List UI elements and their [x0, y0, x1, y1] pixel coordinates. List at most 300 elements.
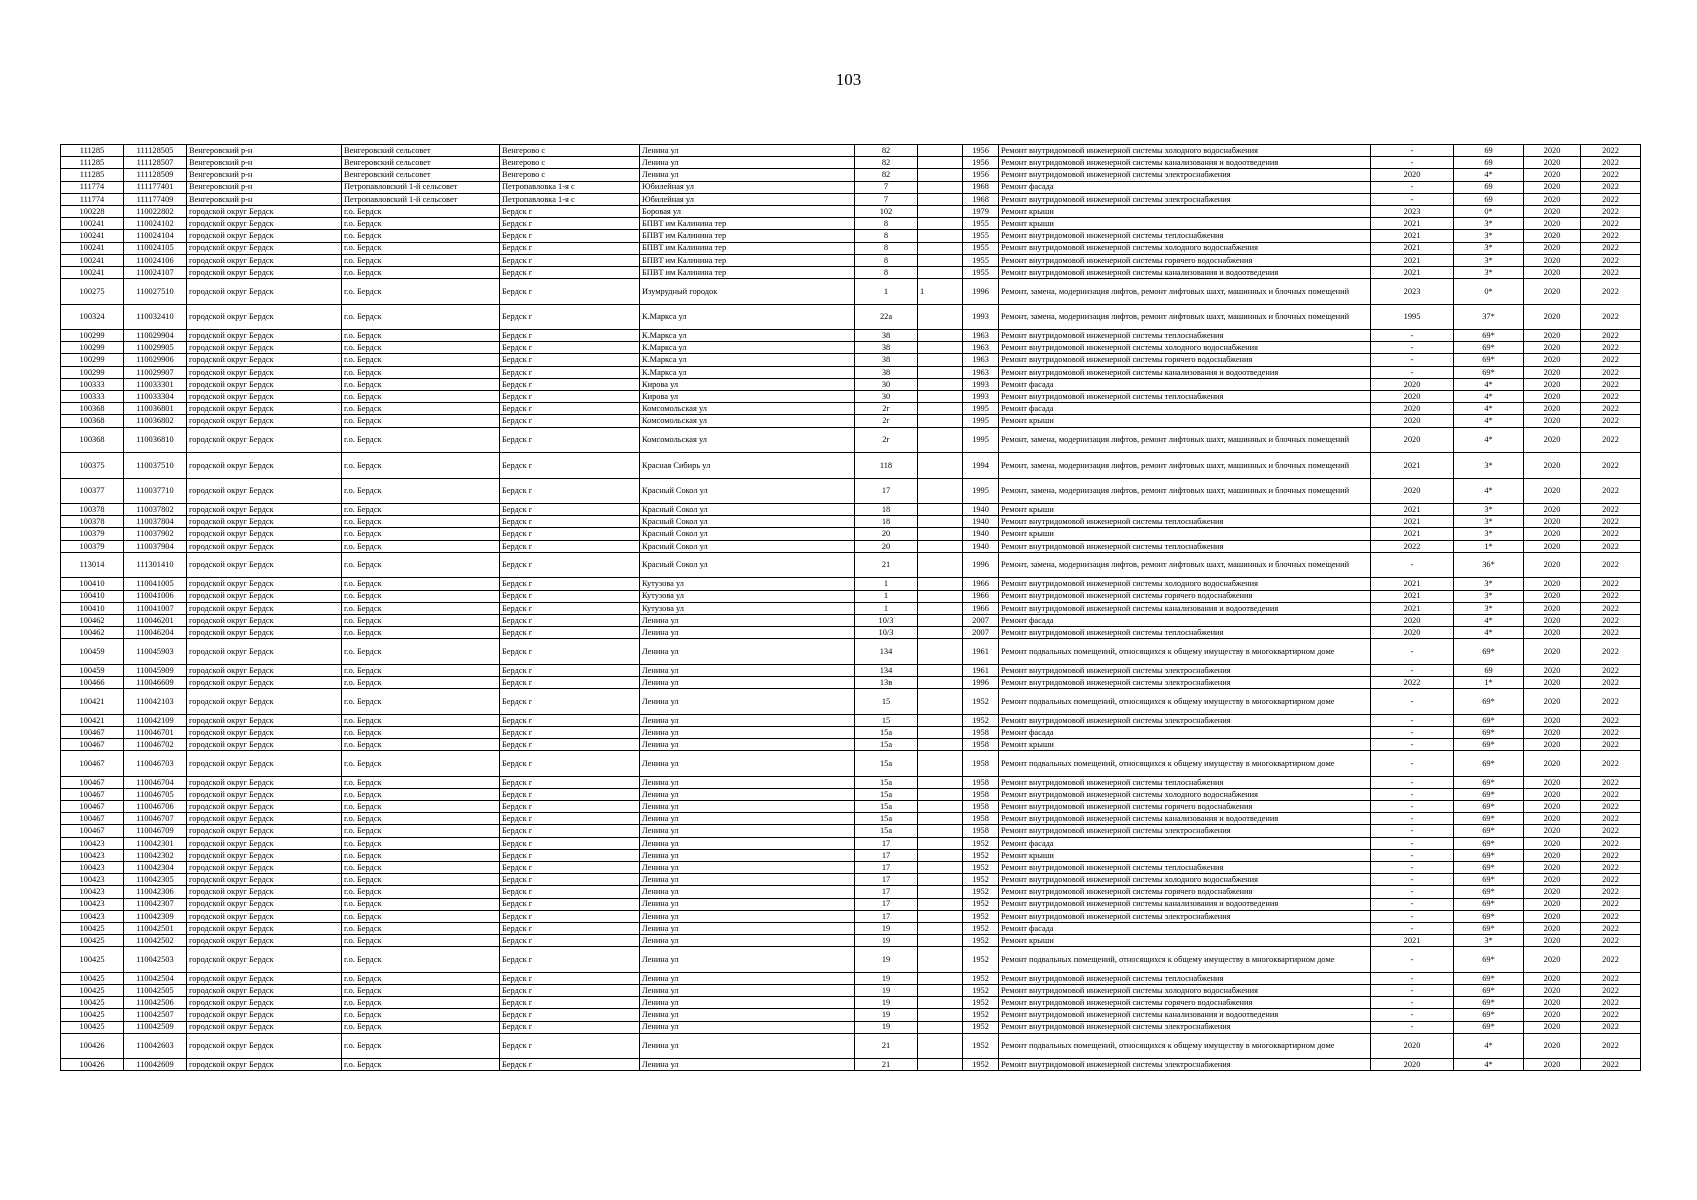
- plan-year-cell: 2021: [1371, 218, 1454, 230]
- house-id-cell: 100241: [61, 266, 124, 278]
- locality-cell: Бердск г: [500, 922, 640, 934]
- house-id-cell: 100241: [61, 242, 124, 254]
- locality-cell: Бердск г: [500, 1059, 640, 1071]
- term-cell: 69*: [1454, 366, 1524, 378]
- work-type-cell: Ремонт подвальных помещений, относящихся к общему имуществу в многоквартирном доме: [999, 689, 1371, 715]
- table-row: [61, 602, 1641, 614]
- plan-year-cell: 2021: [1371, 590, 1454, 602]
- municipality-cell: г.о. Бердск: [342, 947, 500, 973]
- term-cell: 36*: [1454, 552, 1524, 578]
- street-cell: Красный Сокол ул: [640, 540, 855, 552]
- house-number-cell: 38: [855, 342, 918, 354]
- district-cell: городской округ Бердск: [187, 552, 342, 578]
- work-code-cell: 110037902: [124, 528, 187, 540]
- house-number-cell: 18: [855, 504, 918, 516]
- house-id-cell: 100426: [61, 1059, 124, 1071]
- end-year-cell: 2022: [1581, 218, 1641, 230]
- work-type-cell: Ремонт крыши: [999, 528, 1371, 540]
- street-cell: Ленина ул: [640, 997, 855, 1009]
- street-cell: Красный Сокол ул: [640, 516, 855, 528]
- end-year-cell: 2022: [1581, 453, 1641, 479]
- house-id-cell: 100377: [61, 478, 124, 504]
- plan-year-cell: -: [1371, 366, 1454, 378]
- work-type-cell: Ремонт крыши: [999, 935, 1371, 947]
- work-code-cell: 110024107: [124, 266, 187, 278]
- district-cell: городской округ Бердск: [187, 689, 342, 715]
- plan-year-cell: 2020: [1371, 1033, 1454, 1059]
- plan-year-cell: 1995: [1371, 304, 1454, 330]
- plan-year-cell: -: [1371, 776, 1454, 788]
- build-year-cell: 2007: [963, 614, 999, 626]
- district-cell: городской округ Бердск: [187, 528, 342, 540]
- house-id-cell: 100467: [61, 801, 124, 813]
- house-id-cell: 100333: [61, 378, 124, 390]
- street-cell: Красная Сибирь ул: [640, 453, 855, 479]
- municipality-cell: г.о. Бердск: [342, 639, 500, 665]
- term-cell: 3*: [1454, 602, 1524, 614]
- house-id-cell: 100423: [61, 898, 124, 910]
- locality-cell: Бердск г: [500, 478, 640, 504]
- term-cell: 4*: [1454, 403, 1524, 415]
- district-cell: городской округ Бердск: [187, 614, 342, 626]
- house-number-cell: 15: [855, 714, 918, 726]
- work-code-cell: 110046701: [124, 726, 187, 738]
- work-type-cell: Ремонт внутридомовой инженерной системы горячего водоснабжения: [999, 254, 1371, 266]
- table-row: [61, 1033, 1641, 1059]
- term-cell: 69*: [1454, 639, 1524, 665]
- house-id-cell: 111774: [61, 193, 124, 205]
- street-cell: БПВТ им Калинина тер: [640, 242, 855, 254]
- street-cell: Красный Сокол ул: [640, 478, 855, 504]
- street-cell: Кирова ул: [640, 378, 855, 390]
- district-cell: городской округ Бердск: [187, 415, 342, 427]
- building-cell: [918, 898, 963, 910]
- building-cell: [918, 528, 963, 540]
- end-year-cell: 2022: [1581, 862, 1641, 874]
- work-type-cell: Ремонт, замена, модернизация лифтов, ремонт лифтовых шахт, машинных и блочных помещений: [999, 304, 1371, 330]
- building-cell: [918, 504, 963, 516]
- term-cell: 69*: [1454, 751, 1524, 777]
- build-year-cell: 1940: [963, 540, 999, 552]
- term-cell: 69*: [1454, 910, 1524, 922]
- start-year-cell: 2020: [1524, 1033, 1581, 1059]
- start-year-cell: 2020: [1524, 205, 1581, 217]
- work-type-cell: Ремонт крыши: [999, 504, 1371, 516]
- district-cell: городской округ Бердск: [187, 837, 342, 849]
- house-id-cell: 100241: [61, 218, 124, 230]
- work-type-cell: Ремонт подвальных помещений, относящихся к общему имуществу в многоквартирном доме: [999, 947, 1371, 973]
- build-year-cell: 1952: [963, 898, 999, 910]
- house-id-cell: 100275: [61, 279, 124, 305]
- locality-cell: Бердск г: [500, 528, 640, 540]
- house-id-cell: 100228: [61, 205, 124, 217]
- build-year-cell: 1995: [963, 478, 999, 504]
- term-cell: 69: [1454, 181, 1524, 193]
- term-cell: 69*: [1454, 972, 1524, 984]
- term-cell: 0*: [1454, 205, 1524, 217]
- work-type-cell: Ремонт, замена, модернизация лифтов, ремонт лифтовых шахт, машинных и блочных помещений: [999, 453, 1371, 479]
- district-cell: Венгеровский р-н: [187, 181, 342, 193]
- build-year-cell: 1952: [963, 837, 999, 849]
- municipality-cell: г.о. Бердск: [342, 391, 500, 403]
- build-year-cell: 1958: [963, 813, 999, 825]
- table-row: [61, 935, 1641, 947]
- plan-year-cell: 2021: [1371, 578, 1454, 590]
- building-cell: [918, 427, 963, 453]
- work-code-cell: 110046707: [124, 813, 187, 825]
- end-year-cell: 2022: [1581, 639, 1641, 665]
- build-year-cell: 1966: [963, 578, 999, 590]
- street-cell: К.Маркса ул: [640, 366, 855, 378]
- build-year-cell: 1966: [963, 590, 999, 602]
- work-code-cell: 110042504: [124, 972, 187, 984]
- district-cell: Венгеровский р-н: [187, 157, 342, 169]
- house-number-cell: 21: [855, 1059, 918, 1071]
- municipality-cell: г.о. Бердск: [342, 862, 500, 874]
- end-year-cell: 2022: [1581, 266, 1641, 278]
- house-id-cell: 100467: [61, 788, 124, 800]
- locality-cell: Бердск г: [500, 453, 640, 479]
- start-year-cell: 2020: [1524, 602, 1581, 614]
- house-number-cell: 10/3: [855, 627, 918, 639]
- work-code-cell: 110022802: [124, 205, 187, 217]
- start-year-cell: 2020: [1524, 985, 1581, 997]
- table-row: [61, 403, 1641, 415]
- house-id-cell: 100379: [61, 528, 124, 540]
- build-year-cell: 1966: [963, 602, 999, 614]
- street-cell: Комсомольская ул: [640, 403, 855, 415]
- build-year-cell: 1961: [963, 664, 999, 676]
- work-type-cell: Ремонт, замена, модернизация лифтов, ремонт лифтовых шахт, машинных и блочных помещений: [999, 552, 1371, 578]
- house-number-cell: 8: [855, 242, 918, 254]
- end-year-cell: 2022: [1581, 837, 1641, 849]
- table-row: [61, 578, 1641, 590]
- house-id-cell: 100410: [61, 578, 124, 590]
- locality-cell: Венгерово с: [500, 145, 640, 157]
- term-cell: 69*: [1454, 874, 1524, 886]
- district-cell: Венгеровский р-н: [187, 169, 342, 181]
- building-cell: [918, 788, 963, 800]
- build-year-cell: 1995: [963, 415, 999, 427]
- table-row: [61, 676, 1641, 688]
- locality-cell: Бердск г: [500, 813, 640, 825]
- municipality-cell: г.о. Бердск: [342, 330, 500, 342]
- build-year-cell: 1952: [963, 886, 999, 898]
- district-cell: городской округ Бердск: [187, 578, 342, 590]
- build-year-cell: 1963: [963, 342, 999, 354]
- building-cell: 1: [918, 279, 963, 305]
- end-year-cell: 2022: [1581, 739, 1641, 751]
- table-row: [61, 218, 1641, 230]
- work-type-cell: Ремонт подвальных помещений, относящихся к общему имуществу в многоквартирном доме: [999, 1033, 1371, 1059]
- end-year-cell: 2022: [1581, 504, 1641, 516]
- building-cell: [918, 689, 963, 715]
- plan-year-cell: -: [1371, 801, 1454, 813]
- house-id-cell: 100467: [61, 813, 124, 825]
- end-year-cell: 2022: [1581, 676, 1641, 688]
- municipality-cell: г.о. Бердск: [342, 614, 500, 626]
- work-code-cell: 110042305: [124, 874, 187, 886]
- work-code-cell: 110042503: [124, 947, 187, 973]
- municipality-cell: г.о. Бердск: [342, 342, 500, 354]
- building-cell: [918, 516, 963, 528]
- district-cell: городской округ Бердск: [187, 478, 342, 504]
- municipality-cell: г.о. Бердск: [342, 1009, 500, 1021]
- build-year-cell: 1952: [963, 972, 999, 984]
- house-number-cell: 8: [855, 254, 918, 266]
- plan-year-cell: -: [1371, 910, 1454, 922]
- house-id-cell: 100299: [61, 330, 124, 342]
- plan-year-cell: 2020: [1371, 391, 1454, 403]
- district-cell: городской округ Бердск: [187, 254, 342, 266]
- work-code-cell: 111128509: [124, 169, 187, 181]
- plan-year-cell: 2020: [1371, 415, 1454, 427]
- work-code-cell: 110042506: [124, 997, 187, 1009]
- build-year-cell: 1940: [963, 516, 999, 528]
- plan-year-cell: 2021: [1371, 516, 1454, 528]
- table-row: [61, 910, 1641, 922]
- plan-year-cell: -: [1371, 788, 1454, 800]
- house-id-cell: 100241: [61, 254, 124, 266]
- end-year-cell: 2022: [1581, 825, 1641, 837]
- building-cell: [918, 1021, 963, 1033]
- start-year-cell: 2020: [1524, 169, 1581, 181]
- term-cell: 4*: [1454, 169, 1524, 181]
- start-year-cell: 2020: [1524, 504, 1581, 516]
- municipality-cell: г.о. Бердск: [342, 415, 500, 427]
- table-row: [61, 739, 1641, 751]
- locality-cell: Бердск г: [500, 972, 640, 984]
- start-year-cell: 2020: [1524, 478, 1581, 504]
- house-id-cell: 100378: [61, 516, 124, 528]
- district-cell: городской округ Бердск: [187, 1009, 342, 1021]
- term-cell: 69*: [1454, 330, 1524, 342]
- building-cell: [918, 540, 963, 552]
- start-year-cell: 2020: [1524, 391, 1581, 403]
- street-cell: Ленина ул: [640, 922, 855, 934]
- district-cell: городской округ Бердск: [187, 366, 342, 378]
- work-type-cell: Ремонт внутридомовой инженерной системы канализования и водоотведения: [999, 1009, 1371, 1021]
- building-cell: [918, 230, 963, 242]
- municipality-cell: г.о. Бердск: [342, 849, 500, 861]
- term-cell: 3*: [1454, 935, 1524, 947]
- street-cell: Ленина ул: [640, 627, 855, 639]
- house-id-cell: 100423: [61, 886, 124, 898]
- end-year-cell: 2022: [1581, 1021, 1641, 1033]
- start-year-cell: 2020: [1524, 342, 1581, 354]
- district-cell: городской округ Бердск: [187, 1059, 342, 1071]
- page-number: 103: [835, 70, 862, 89]
- plan-year-cell: 2022: [1371, 540, 1454, 552]
- municipality-cell: г.о. Бердск: [342, 726, 500, 738]
- work-type-cell: Ремонт фасада: [999, 403, 1371, 415]
- end-year-cell: 2022: [1581, 886, 1641, 898]
- end-year-cell: 2022: [1581, 985, 1641, 997]
- house-number-cell: 8: [855, 266, 918, 278]
- plan-year-cell: 2023: [1371, 205, 1454, 217]
- building-cell: [918, 676, 963, 688]
- plan-year-cell: -: [1371, 1021, 1454, 1033]
- table-row: [61, 157, 1641, 169]
- municipality-cell: г.о. Бердск: [342, 886, 500, 898]
- end-year-cell: 2022: [1581, 972, 1641, 984]
- municipality-cell: г.о. Бердск: [342, 279, 500, 305]
- municipality-cell: г.о. Бердск: [342, 1059, 500, 1071]
- work-code-cell: 110046704: [124, 776, 187, 788]
- work-code-cell: 110046705: [124, 788, 187, 800]
- municipality-cell: г.о. Бердск: [342, 378, 500, 390]
- work-code-cell: 110036802: [124, 415, 187, 427]
- building-cell: [918, 453, 963, 479]
- table-row: [61, 366, 1641, 378]
- table-row: [61, 230, 1641, 242]
- house-id-cell: 100425: [61, 922, 124, 934]
- building-cell: [918, 922, 963, 934]
- district-cell: городской округ Бердск: [187, 342, 342, 354]
- building-cell: [918, 590, 963, 602]
- house-id-cell: 100467: [61, 825, 124, 837]
- work-type-cell: Ремонт внутридомовой инженерной системы теплоснабжения: [999, 391, 1371, 403]
- house-id-cell: 100425: [61, 1009, 124, 1021]
- table-row: [61, 898, 1641, 910]
- district-cell: городской округ Бердск: [187, 751, 342, 777]
- municipality-cell: г.о. Бердск: [342, 218, 500, 230]
- build-year-cell: 1963: [963, 330, 999, 342]
- start-year-cell: 2020: [1524, 145, 1581, 157]
- end-year-cell: 2022: [1581, 342, 1641, 354]
- end-year-cell: 2022: [1581, 354, 1641, 366]
- work-code-cell: 110042502: [124, 935, 187, 947]
- term-cell: 69*: [1454, 714, 1524, 726]
- building-cell: [918, 997, 963, 1009]
- table-row: [61, 1059, 1641, 1071]
- work-code-cell: 110032410: [124, 304, 187, 330]
- work-type-cell: Ремонт внутридомовой инженерной системы электроснабжения: [999, 825, 1371, 837]
- municipality-cell: г.о. Бердск: [342, 972, 500, 984]
- street-cell: Ленина ул: [640, 825, 855, 837]
- house-number-cell: 17: [855, 837, 918, 849]
- work-code-cell: 110029906: [124, 354, 187, 366]
- district-cell: городской округ Бердск: [187, 304, 342, 330]
- district-cell: городской округ Бердск: [187, 1033, 342, 1059]
- locality-cell: Бердск г: [500, 849, 640, 861]
- build-year-cell: 1952: [963, 1009, 999, 1021]
- table-row: [61, 254, 1641, 266]
- locality-cell: Бердск г: [500, 403, 640, 415]
- build-year-cell: 1996: [963, 279, 999, 305]
- work-code-cell: 110024102: [124, 218, 187, 230]
- locality-cell: Бердск г: [500, 739, 640, 751]
- plan-year-cell: -: [1371, 751, 1454, 777]
- build-year-cell: 1963: [963, 366, 999, 378]
- start-year-cell: 2020: [1524, 1059, 1581, 1071]
- building-cell: [918, 874, 963, 886]
- build-year-cell: 1952: [963, 862, 999, 874]
- street-cell: Ленина ул: [640, 726, 855, 738]
- plan-year-cell: 2021: [1371, 602, 1454, 614]
- table-row: [61, 516, 1641, 528]
- table-row: [61, 837, 1641, 849]
- house-number-cell: 15а: [855, 751, 918, 777]
- building-cell: [918, 242, 963, 254]
- table-row: [61, 922, 1641, 934]
- build-year-cell: 1956: [963, 145, 999, 157]
- end-year-cell: 2022: [1581, 366, 1641, 378]
- building-cell: [918, 825, 963, 837]
- house-number-cell: 134: [855, 664, 918, 676]
- build-year-cell: 1958: [963, 825, 999, 837]
- locality-cell: Бердск г: [500, 689, 640, 715]
- build-year-cell: 1952: [963, 922, 999, 934]
- work-type-cell: Ремонт фасада: [999, 614, 1371, 626]
- register-table-body: [61, 145, 1641, 1071]
- district-cell: Венгеровский р-н: [187, 193, 342, 205]
- house-number-cell: 15: [855, 689, 918, 715]
- locality-cell: Бердск г: [500, 676, 640, 688]
- work-code-cell: 111177409: [124, 193, 187, 205]
- end-year-cell: 2022: [1581, 788, 1641, 800]
- district-cell: городской округ Бердск: [187, 403, 342, 415]
- street-cell: Комсомольская ул: [640, 415, 855, 427]
- start-year-cell: 2020: [1524, 304, 1581, 330]
- house-number-cell: 15а: [855, 776, 918, 788]
- work-code-cell: 110042103: [124, 689, 187, 715]
- district-cell: городской округ Бердск: [187, 849, 342, 861]
- municipality-cell: г.о. Бердск: [342, 205, 500, 217]
- start-year-cell: 2020: [1524, 922, 1581, 934]
- plan-year-cell: -: [1371, 837, 1454, 849]
- building-cell: [918, 218, 963, 230]
- locality-cell: Бердск г: [500, 504, 640, 516]
- plan-year-cell: -: [1371, 1009, 1454, 1021]
- start-year-cell: 2020: [1524, 676, 1581, 688]
- street-cell: Ленина ул: [640, 849, 855, 861]
- work-code-cell: 111128507: [124, 157, 187, 169]
- build-year-cell: 1993: [963, 391, 999, 403]
- building-cell: [918, 602, 963, 614]
- house-id-cell: 100467: [61, 751, 124, 777]
- work-type-cell: Ремонт крыши: [999, 205, 1371, 217]
- plan-year-cell: -: [1371, 639, 1454, 665]
- start-year-cell: 2020: [1524, 578, 1581, 590]
- work-type-cell: Ремонт крыши: [999, 739, 1371, 751]
- plan-year-cell: 2020: [1371, 614, 1454, 626]
- start-year-cell: 2020: [1524, 972, 1581, 984]
- build-year-cell: 1958: [963, 739, 999, 751]
- term-cell: 3*: [1454, 453, 1524, 479]
- municipality-cell: г.о. Бердск: [342, 985, 500, 997]
- district-cell: городской округ Бердск: [187, 354, 342, 366]
- work-type-cell: Ремонт внутридомовой инженерной системы теплоснабжения: [999, 540, 1371, 552]
- end-year-cell: 2022: [1581, 427, 1641, 453]
- work-code-cell: 110046706: [124, 801, 187, 813]
- building-cell: [918, 972, 963, 984]
- house-number-cell: 18: [855, 516, 918, 528]
- building-cell: [918, 726, 963, 738]
- locality-cell: Бердск г: [500, 230, 640, 242]
- locality-cell: Бердск г: [500, 664, 640, 676]
- plan-year-cell: -: [1371, 849, 1454, 861]
- table-row: [61, 639, 1641, 665]
- district-cell: городской округ Бердск: [187, 627, 342, 639]
- start-year-cell: 2020: [1524, 279, 1581, 305]
- start-year-cell: 2020: [1524, 218, 1581, 230]
- build-year-cell: 1952: [963, 1033, 999, 1059]
- district-cell: городской округ Бердск: [187, 218, 342, 230]
- district-cell: городской округ Бердск: [187, 935, 342, 947]
- house-id-cell: 100241: [61, 230, 124, 242]
- house-number-cell: 19: [855, 922, 918, 934]
